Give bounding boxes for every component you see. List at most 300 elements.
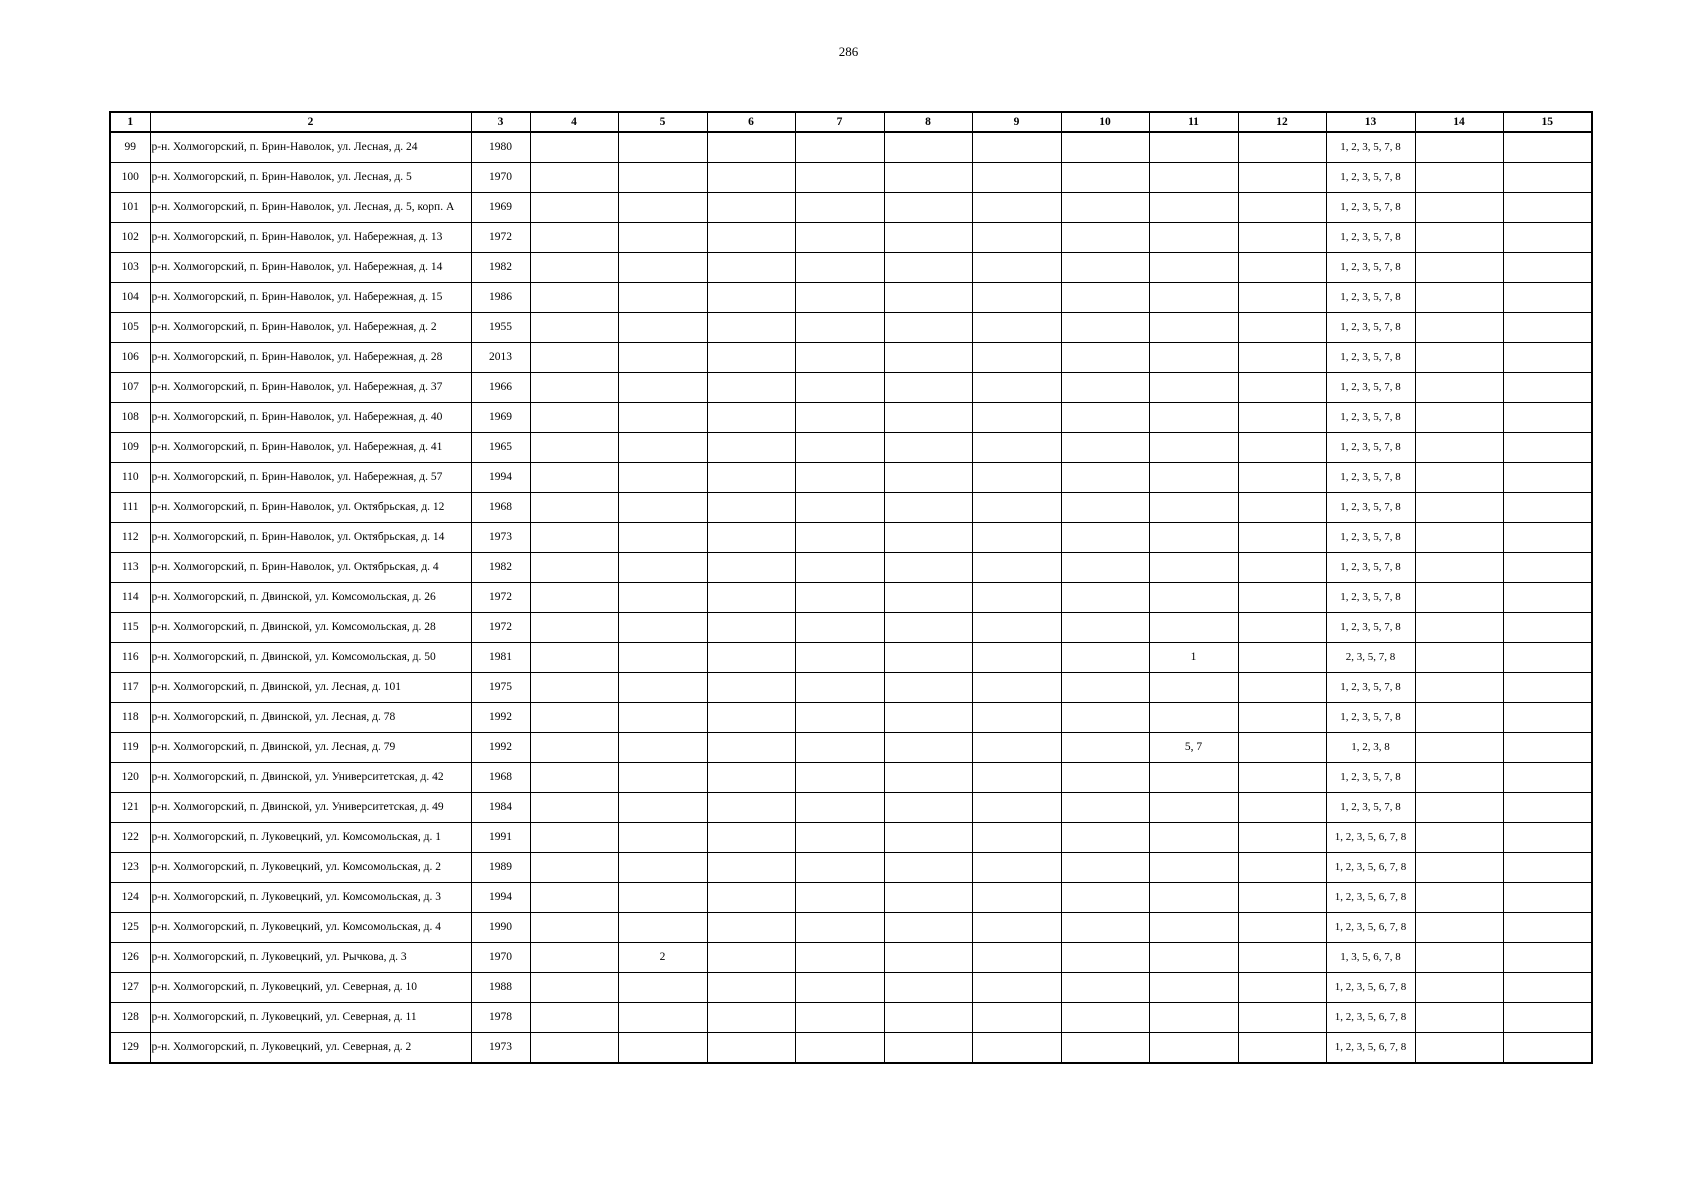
table-row bbox=[110, 613, 1592, 643]
col-12-cell bbox=[1238, 643, 1326, 673]
table-row bbox=[110, 283, 1592, 313]
col-4-cell bbox=[530, 463, 618, 493]
col-5-cell bbox=[618, 343, 707, 373]
col-12-cell bbox=[1238, 583, 1326, 613]
column-header-8: 8 bbox=[884, 112, 972, 132]
table-row bbox=[110, 853, 1592, 883]
col-6-cell bbox=[707, 523, 795, 553]
col-7-cell bbox=[795, 403, 884, 433]
col-15-cell bbox=[1503, 553, 1592, 583]
col-10-cell bbox=[1061, 523, 1149, 553]
col-15-cell bbox=[1503, 163, 1592, 193]
col-4-cell bbox=[530, 193, 618, 223]
col-7-cell bbox=[795, 973, 884, 1003]
year-cell: 1973 bbox=[471, 523, 530, 553]
col-4-cell bbox=[530, 132, 618, 163]
col-4-cell bbox=[530, 823, 618, 853]
col-5-cell bbox=[618, 1033, 707, 1064]
row-number-cell: 112 bbox=[110, 523, 150, 553]
col-12-cell bbox=[1238, 403, 1326, 433]
table-row bbox=[110, 433, 1592, 463]
col-12-cell bbox=[1238, 703, 1326, 733]
col-9-cell bbox=[972, 913, 1061, 943]
col-9-cell bbox=[972, 132, 1061, 163]
col-9-cell bbox=[972, 613, 1061, 643]
col-8-cell bbox=[884, 883, 972, 913]
col-7-cell bbox=[795, 132, 884, 163]
col-12-cell bbox=[1238, 883, 1326, 913]
col-13-cell: 1, 2, 3, 5, 6, 7, 8 bbox=[1326, 973, 1415, 1003]
col-9-cell bbox=[972, 763, 1061, 793]
col-8-cell bbox=[884, 553, 972, 583]
row-number-cell: 119 bbox=[110, 733, 150, 763]
col-14-cell bbox=[1415, 913, 1503, 943]
col-12-cell bbox=[1238, 943, 1326, 973]
address-cell: р-н. Холмогорский, п. Луковецкий, ул. Северная, д. 2 bbox=[150, 1033, 471, 1064]
col-4-cell bbox=[530, 313, 618, 343]
col-10-cell bbox=[1061, 313, 1149, 343]
col-9-cell bbox=[972, 793, 1061, 823]
col-8-cell bbox=[884, 433, 972, 463]
address-cell: р-н. Холмогорский, п. Луковецкий, ул. Северная, д. 10 bbox=[150, 973, 471, 1003]
address-cell: р-н. Холмогорский, п. Брин-Наволок, ул. Набережная, д. 41 bbox=[150, 433, 471, 463]
col-15-cell bbox=[1503, 193, 1592, 223]
table-row bbox=[110, 313, 1592, 343]
col-11-cell bbox=[1149, 1033, 1238, 1064]
col-8-cell bbox=[884, 283, 972, 313]
col-10-cell bbox=[1061, 493, 1149, 523]
col-11-cell bbox=[1149, 223, 1238, 253]
col-15-cell bbox=[1503, 763, 1592, 793]
year-cell: 1992 bbox=[471, 733, 530, 763]
row-number-cell: 129 bbox=[110, 1033, 150, 1064]
row-number-cell: 118 bbox=[110, 703, 150, 733]
col-10-cell bbox=[1061, 703, 1149, 733]
col-4-cell bbox=[530, 853, 618, 883]
year-cell: 1972 bbox=[471, 613, 530, 643]
row-number-cell: 127 bbox=[110, 973, 150, 1003]
col-11-cell bbox=[1149, 493, 1238, 523]
year-cell: 1984 bbox=[471, 793, 530, 823]
table-row bbox=[110, 733, 1592, 763]
col-6-cell bbox=[707, 973, 795, 1003]
col-4-cell bbox=[530, 343, 618, 373]
year-cell: 1973 bbox=[471, 1033, 530, 1064]
col-7-cell bbox=[795, 553, 884, 583]
table-row bbox=[110, 883, 1592, 913]
col-5-cell bbox=[618, 313, 707, 343]
col-6-cell bbox=[707, 613, 795, 643]
col-14-cell bbox=[1415, 613, 1503, 643]
col-8-cell bbox=[884, 523, 972, 553]
col-13-cell: 1, 2, 3, 5, 6, 7, 8 bbox=[1326, 853, 1415, 883]
year-cell: 1978 bbox=[471, 1003, 530, 1033]
col-6-cell bbox=[707, 763, 795, 793]
col-12-cell bbox=[1238, 433, 1326, 463]
col-5-cell bbox=[618, 913, 707, 943]
col-6-cell bbox=[707, 493, 795, 523]
col-9-cell bbox=[972, 373, 1061, 403]
col-6-cell bbox=[707, 163, 795, 193]
table-row bbox=[110, 523, 1592, 553]
col-6-cell bbox=[707, 913, 795, 943]
col-13-cell: 1, 2, 3, 5, 6, 7, 8 bbox=[1326, 883, 1415, 913]
col-8-cell bbox=[884, 793, 972, 823]
col-7-cell bbox=[795, 193, 884, 223]
col-13-cell: 1, 3, 5, 6, 7, 8 bbox=[1326, 943, 1415, 973]
address-cell: р-н. Холмогорский, п. Брин-Наволок, ул. Октябрьская, д. 12 bbox=[150, 493, 471, 523]
col-6-cell bbox=[707, 193, 795, 223]
col-4-cell bbox=[530, 433, 618, 463]
col-8-cell bbox=[884, 403, 972, 433]
col-12-cell bbox=[1238, 313, 1326, 343]
col-13-cell: 1, 2, 3, 8 bbox=[1326, 733, 1415, 763]
col-15-cell bbox=[1503, 1033, 1592, 1064]
col-12-cell bbox=[1238, 132, 1326, 163]
col-6-cell bbox=[707, 673, 795, 703]
col-14-cell bbox=[1415, 193, 1503, 223]
address-cell: р-н. Холмогорский, п. Брин-Наволок, ул. Набережная, д. 57 bbox=[150, 463, 471, 493]
col-8-cell bbox=[884, 853, 972, 883]
col-13-cell: 1, 2, 3, 5, 7, 8 bbox=[1326, 673, 1415, 703]
col-12-cell bbox=[1238, 163, 1326, 193]
col-9-cell bbox=[972, 343, 1061, 373]
col-7-cell bbox=[795, 283, 884, 313]
col-9-cell bbox=[972, 583, 1061, 613]
col-10-cell bbox=[1061, 433, 1149, 463]
col-14-cell bbox=[1415, 493, 1503, 523]
col-14-cell bbox=[1415, 283, 1503, 313]
col-15-cell bbox=[1503, 733, 1592, 763]
col-13-cell: 1, 2, 3, 5, 7, 8 bbox=[1326, 703, 1415, 733]
col-5-cell bbox=[618, 1003, 707, 1033]
col-9-cell bbox=[972, 1033, 1061, 1064]
year-cell: 1986 bbox=[471, 283, 530, 313]
col-7-cell bbox=[795, 763, 884, 793]
row-number-cell: 126 bbox=[110, 943, 150, 973]
col-13-cell: 1, 2, 3, 5, 7, 8 bbox=[1326, 583, 1415, 613]
col-10-cell bbox=[1061, 643, 1149, 673]
column-header-7: 7 bbox=[795, 112, 884, 132]
row-number-cell: 107 bbox=[110, 373, 150, 403]
table-row bbox=[110, 973, 1592, 1003]
col-11-cell bbox=[1149, 283, 1238, 313]
col-11-cell bbox=[1149, 433, 1238, 463]
table-row bbox=[110, 493, 1592, 523]
col-5-cell bbox=[618, 613, 707, 643]
col-10-cell bbox=[1061, 733, 1149, 763]
column-header-12: 12 bbox=[1238, 112, 1326, 132]
col-12-cell bbox=[1238, 1033, 1326, 1064]
col-5-cell bbox=[618, 403, 707, 433]
year-cell: 1955 bbox=[471, 313, 530, 343]
address-cell: р-н. Холмогорский, п. Брин-Наволок, ул. Набережная, д. 14 bbox=[150, 253, 471, 283]
col-7-cell bbox=[795, 613, 884, 643]
col-6-cell bbox=[707, 433, 795, 463]
col-6-cell bbox=[707, 943, 795, 973]
col-6-cell bbox=[707, 553, 795, 583]
col-11-cell bbox=[1149, 253, 1238, 283]
col-11-cell bbox=[1149, 883, 1238, 913]
col-4-cell bbox=[530, 1003, 618, 1033]
header-row bbox=[110, 112, 1592, 132]
col-14-cell bbox=[1415, 973, 1503, 1003]
year-cell: 1981 bbox=[471, 643, 530, 673]
address-cell: р-н. Холмогорский, п. Двинской, ул. Комсомольская, д. 26 bbox=[150, 583, 471, 613]
col-5-cell bbox=[618, 733, 707, 763]
col-9-cell bbox=[972, 433, 1061, 463]
col-15-cell bbox=[1503, 313, 1592, 343]
row-number-cell: 109 bbox=[110, 433, 150, 463]
col-8-cell bbox=[884, 1033, 972, 1064]
col-10-cell bbox=[1061, 193, 1149, 223]
col-5-cell bbox=[618, 373, 707, 403]
col-4-cell bbox=[530, 913, 618, 943]
col-9-cell bbox=[972, 223, 1061, 253]
table-row bbox=[110, 403, 1592, 433]
col-14-cell bbox=[1415, 883, 1503, 913]
table-row bbox=[110, 553, 1592, 583]
table-row bbox=[110, 163, 1592, 193]
row-number-cell: 102 bbox=[110, 223, 150, 253]
col-7-cell bbox=[795, 943, 884, 973]
col-12-cell bbox=[1238, 343, 1326, 373]
table-row bbox=[110, 1003, 1592, 1033]
col-15-cell bbox=[1503, 883, 1592, 913]
address-cell: р-н. Холмогорский, п. Брин-Наволок, ул. Набережная, д. 2 bbox=[150, 313, 471, 343]
col-13-cell: 1, 2, 3, 5, 7, 8 bbox=[1326, 553, 1415, 583]
year-cell: 1994 bbox=[471, 883, 530, 913]
col-13-cell: 1, 2, 3, 5, 7, 8 bbox=[1326, 493, 1415, 523]
col-12-cell bbox=[1238, 283, 1326, 313]
row-number-cell: 121 bbox=[110, 793, 150, 823]
col-6-cell bbox=[707, 373, 795, 403]
col-6-cell bbox=[707, 643, 795, 673]
year-cell: 1994 bbox=[471, 463, 530, 493]
col-10-cell bbox=[1061, 223, 1149, 253]
col-11-cell bbox=[1149, 163, 1238, 193]
col-13-cell: 2, 3, 5, 7, 8 bbox=[1326, 643, 1415, 673]
row-number-cell: 105 bbox=[110, 313, 150, 343]
col-5-cell bbox=[618, 163, 707, 193]
year-cell: 2013 bbox=[471, 343, 530, 373]
col-15-cell bbox=[1503, 673, 1592, 703]
col-11-cell bbox=[1149, 553, 1238, 583]
address-cell: р-н. Холмогорский, п. Луковецкий, ул. Комсомольская, д. 2 bbox=[150, 853, 471, 883]
row-number-cell: 103 bbox=[110, 253, 150, 283]
col-7-cell bbox=[795, 523, 884, 553]
row-number-cell: 114 bbox=[110, 583, 150, 613]
col-9-cell bbox=[972, 523, 1061, 553]
col-8-cell bbox=[884, 132, 972, 163]
col-14-cell bbox=[1415, 793, 1503, 823]
col-7-cell bbox=[795, 583, 884, 613]
col-9-cell bbox=[972, 163, 1061, 193]
col-14-cell bbox=[1415, 523, 1503, 553]
address-cell: р-н. Холмогорский, п. Двинской, ул. Университетская, д. 49 bbox=[150, 793, 471, 823]
col-9-cell bbox=[972, 403, 1061, 433]
col-8-cell bbox=[884, 463, 972, 493]
col-11-cell bbox=[1149, 463, 1238, 493]
col-13-cell: 1, 2, 3, 5, 6, 7, 8 bbox=[1326, 1033, 1415, 1064]
col-4-cell bbox=[530, 943, 618, 973]
col-4-cell bbox=[530, 883, 618, 913]
col-9-cell bbox=[972, 253, 1061, 283]
address-cell: р-н. Холмогорский, п. Луковецкий, ул. Комсомольская, д. 3 bbox=[150, 883, 471, 913]
col-5-cell bbox=[618, 553, 707, 583]
col-15-cell bbox=[1503, 853, 1592, 883]
col-15-cell bbox=[1503, 523, 1592, 553]
col-7-cell bbox=[795, 163, 884, 193]
address-cell: р-н. Холмогорский, п. Брин-Наволок, ул. Октябрьская, д. 14 bbox=[150, 523, 471, 553]
col-4-cell bbox=[530, 403, 618, 433]
col-4-cell bbox=[530, 703, 618, 733]
table-row bbox=[110, 763, 1592, 793]
col-13-cell: 1, 2, 3, 5, 7, 8 bbox=[1326, 223, 1415, 253]
col-12-cell bbox=[1238, 823, 1326, 853]
col-15-cell bbox=[1503, 403, 1592, 433]
col-7-cell bbox=[795, 343, 884, 373]
col-12-cell bbox=[1238, 673, 1326, 703]
col-13-cell: 1, 2, 3, 5, 7, 8 bbox=[1326, 373, 1415, 403]
col-13-cell: 1, 2, 3, 5, 7, 8 bbox=[1326, 613, 1415, 643]
col-13-cell: 1, 2, 3, 5, 7, 8 bbox=[1326, 313, 1415, 343]
col-14-cell bbox=[1415, 132, 1503, 163]
col-10-cell bbox=[1061, 973, 1149, 1003]
row-number-cell: 106 bbox=[110, 343, 150, 373]
col-11-cell bbox=[1149, 913, 1238, 943]
col-7-cell bbox=[795, 253, 884, 283]
col-12-cell bbox=[1238, 733, 1326, 763]
col-4-cell bbox=[530, 973, 618, 1003]
col-12-cell bbox=[1238, 613, 1326, 643]
table-row bbox=[110, 673, 1592, 703]
col-7-cell bbox=[795, 733, 884, 763]
col-15-cell bbox=[1503, 253, 1592, 283]
col-15-cell bbox=[1503, 433, 1592, 463]
col-4-cell bbox=[530, 523, 618, 553]
col-5-cell bbox=[618, 973, 707, 1003]
col-4-cell bbox=[530, 283, 618, 313]
col-9-cell bbox=[972, 463, 1061, 493]
col-8-cell bbox=[884, 913, 972, 943]
col-6-cell bbox=[707, 793, 795, 823]
col-9-cell bbox=[972, 943, 1061, 973]
col-14-cell bbox=[1415, 823, 1503, 853]
year-cell: 1991 bbox=[471, 823, 530, 853]
col-4-cell bbox=[530, 553, 618, 583]
col-10-cell bbox=[1061, 673, 1149, 703]
col-6-cell bbox=[707, 823, 795, 853]
address-cell: р-н. Холмогорский, п. Двинской, ул. Комсомольская, д. 50 bbox=[150, 643, 471, 673]
col-15-cell bbox=[1503, 493, 1592, 523]
col-15-cell bbox=[1503, 913, 1592, 943]
col-13-cell: 1, 2, 3, 5, 7, 8 bbox=[1326, 132, 1415, 163]
col-15-cell bbox=[1503, 343, 1592, 373]
col-13-cell: 1, 2, 3, 5, 7, 8 bbox=[1326, 163, 1415, 193]
col-14-cell bbox=[1415, 433, 1503, 463]
col-9-cell bbox=[972, 493, 1061, 523]
row-number-cell: 104 bbox=[110, 283, 150, 313]
col-11-cell bbox=[1149, 973, 1238, 1003]
col-11-cell bbox=[1149, 853, 1238, 883]
col-5-cell bbox=[618, 193, 707, 223]
col-5-cell bbox=[618, 253, 707, 283]
col-7-cell bbox=[795, 853, 884, 883]
address-cell: р-н. Холмогорский, п. Брин-Наволок, ул. Лесная, д. 24 bbox=[150, 132, 471, 163]
col-15-cell bbox=[1503, 823, 1592, 853]
address-cell: р-н. Холмогорский, п. Брин-Наволок, ул. Набережная, д. 40 bbox=[150, 403, 471, 433]
col-14-cell bbox=[1415, 1003, 1503, 1033]
col-6-cell bbox=[707, 313, 795, 343]
row-number-cell: 111 bbox=[110, 493, 150, 523]
col-8-cell bbox=[884, 163, 972, 193]
address-cell: р-н. Холмогорский, п. Двинской, ул. Лесная, д. 101 bbox=[150, 673, 471, 703]
table-row bbox=[110, 793, 1592, 823]
col-15-cell bbox=[1503, 283, 1592, 313]
col-5-cell bbox=[618, 823, 707, 853]
col-10-cell bbox=[1061, 883, 1149, 913]
address-cell: р-н. Холмогорский, п. Двинской, ул. Комсомольская, д. 28 bbox=[150, 613, 471, 643]
year-cell: 1988 bbox=[471, 973, 530, 1003]
col-7-cell bbox=[795, 373, 884, 403]
year-cell: 1972 bbox=[471, 223, 530, 253]
row-number-cell: 125 bbox=[110, 913, 150, 943]
col-15-cell bbox=[1503, 373, 1592, 403]
col-6-cell bbox=[707, 1003, 795, 1033]
year-cell: 1992 bbox=[471, 703, 530, 733]
col-8-cell bbox=[884, 673, 972, 703]
col-7-cell bbox=[795, 313, 884, 343]
col-10-cell bbox=[1061, 283, 1149, 313]
col-6-cell bbox=[707, 583, 795, 613]
col-4-cell bbox=[530, 223, 618, 253]
table-row bbox=[110, 193, 1592, 223]
row-number-cell: 100 bbox=[110, 163, 150, 193]
row-number-cell: 101 bbox=[110, 193, 150, 223]
col-11-cell: 1 bbox=[1149, 643, 1238, 673]
col-10-cell bbox=[1061, 913, 1149, 943]
col-6-cell bbox=[707, 463, 795, 493]
col-10-cell bbox=[1061, 463, 1149, 493]
col-10-cell bbox=[1061, 943, 1149, 973]
column-header-6: 6 bbox=[707, 112, 795, 132]
col-10-cell bbox=[1061, 343, 1149, 373]
col-8-cell bbox=[884, 643, 972, 673]
table-row bbox=[110, 703, 1592, 733]
col-14-cell bbox=[1415, 223, 1503, 253]
col-13-cell: 1, 2, 3, 5, 7, 8 bbox=[1326, 343, 1415, 373]
col-15-cell bbox=[1503, 793, 1592, 823]
col-10-cell bbox=[1061, 613, 1149, 643]
year-cell: 1966 bbox=[471, 373, 530, 403]
col-14-cell bbox=[1415, 163, 1503, 193]
row-number-cell: 99 bbox=[110, 132, 150, 163]
col-8-cell bbox=[884, 703, 972, 733]
column-header-14: 14 bbox=[1415, 112, 1503, 132]
col-6-cell bbox=[707, 733, 795, 763]
col-10-cell bbox=[1061, 373, 1149, 403]
col-6-cell bbox=[707, 403, 795, 433]
col-14-cell bbox=[1415, 673, 1503, 703]
table-row bbox=[110, 223, 1592, 253]
table-row bbox=[110, 943, 1592, 973]
col-11-cell bbox=[1149, 523, 1238, 553]
col-8-cell bbox=[884, 193, 972, 223]
address-cell: р-н. Холмогорский, п. Двинской, ул. Университетская, д. 42 bbox=[150, 763, 471, 793]
col-4-cell bbox=[530, 493, 618, 523]
col-15-cell bbox=[1503, 943, 1592, 973]
